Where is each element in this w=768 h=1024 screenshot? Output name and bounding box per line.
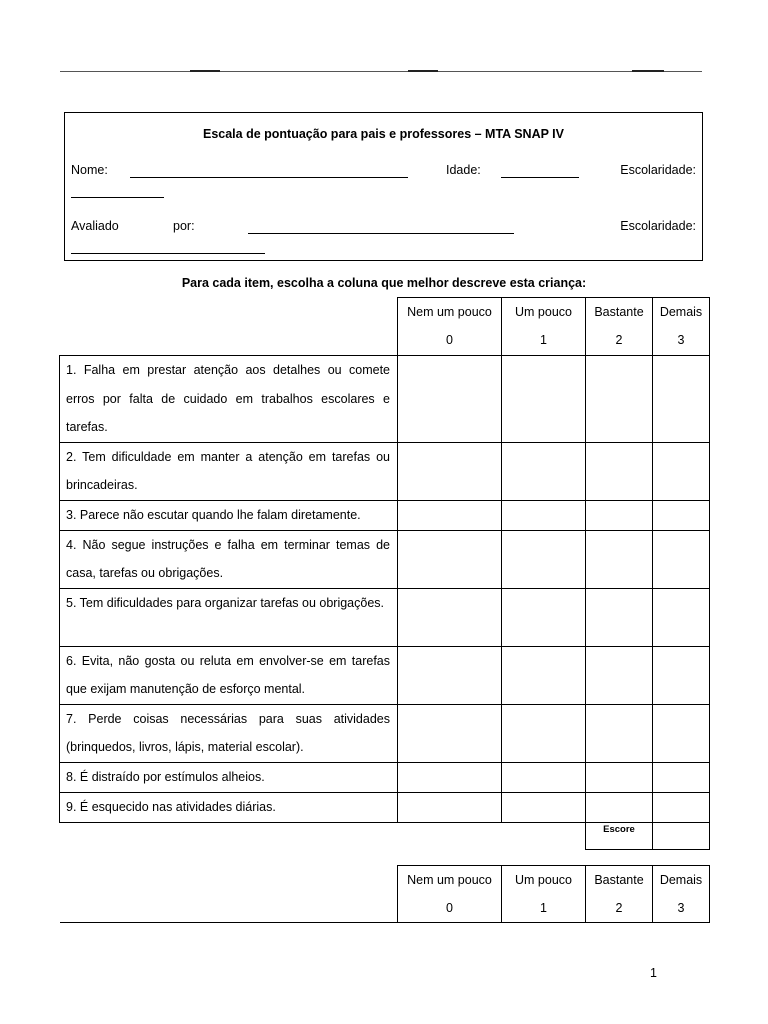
rating-cell[interactable] (586, 588, 653, 646)
col-header-nem-um-pouco (398, 298, 502, 356)
rating-table (59, 297, 710, 850)
rating-cell[interactable] (502, 442, 586, 500)
rule-dash (408, 70, 438, 72)
rating-cell[interactable] (586, 500, 653, 530)
rating-cell[interactable] (398, 500, 502, 530)
col-header-um-pouco (502, 298, 586, 356)
col-header-bastante (586, 298, 653, 356)
rating-cell[interactable] (502, 792, 586, 822)
col-value: 0 (446, 333, 453, 347)
item-text: 6. Evita, não gosta ou reluta em envolver-se em tarefas que exijam manutenção de esforço mental. (60, 646, 398, 704)
table-row (60, 762, 710, 792)
nome-field[interactable] (130, 177, 408, 178)
header-box (64, 112, 703, 261)
rule-dash (190, 70, 220, 72)
avaliado-por-field[interactable] (248, 233, 514, 234)
rating-cell[interactable] (586, 442, 653, 500)
table-row (60, 356, 710, 443)
escore-field[interactable] (653, 822, 710, 849)
item-text: 4. Não segue instruções e falha em terminar temas de casa, tarefas ou obrigações. (60, 530, 398, 588)
page-number: 1 (650, 966, 657, 980)
table-row (60, 646, 710, 704)
rating-cell[interactable] (398, 442, 502, 500)
column-header-row (398, 866, 710, 923)
rating-cell[interactable] (502, 646, 586, 704)
col-header-nem-um-pouco (398, 866, 502, 923)
col-value: 1 (540, 901, 547, 915)
instruction: Para cada item, escolha a coluna que melhor descreve esta criança: (181, 276, 587, 290)
item-text: 5. Tem dificuldades para organizar tarefas ou obrigações. (60, 588, 398, 646)
item-text: 7. Perde coisas necessárias para suas atividades (brinquedos, livros, lápis, material escolar). (60, 704, 398, 762)
table-row (60, 792, 710, 822)
col-label: Demais (659, 873, 703, 887)
table-row (60, 588, 710, 646)
item-text: 3. Parece não escutar quando lhe falam diretamente. (60, 500, 398, 530)
col-label: Nem um pouco (407, 305, 492, 319)
form-title: Escala de pontuação para pais e professores – MTA SNAP IV (202, 127, 564, 141)
escolaridade-label: Escolaridade: (620, 163, 696, 177)
rating-cell[interactable] (653, 588, 710, 646)
column-header-row (60, 298, 710, 356)
col-label: Bastante (594, 873, 644, 887)
rating-cell[interactable] (653, 646, 710, 704)
col-value: 1 (540, 333, 547, 347)
col-header-bastante (586, 866, 653, 923)
escolaridade2-label: Escolaridade: (620, 219, 696, 233)
table-row (60, 442, 710, 500)
col-header-demais (653, 298, 710, 356)
rating-cell[interactable] (398, 762, 502, 792)
col-label: Bastante (594, 305, 644, 319)
item-text: 8. É distraído por estímulos alheios. (60, 762, 398, 792)
empty-cell (398, 822, 502, 849)
item-text: 1. Falha em prestar atenção aos detalhes ou comete erros por falta de cuidado em trabalhos escolares e tarefas. (60, 356, 398, 443)
item-text: 2. Tem dificuldade em manter a atenção em tarefas ou brincadeiras. (60, 442, 398, 500)
avaliado-label: Avaliado (71, 219, 119, 233)
escore-row (60, 822, 710, 849)
col-value: 2 (615, 901, 623, 915)
rating-cell[interactable] (502, 704, 586, 762)
idade-label: Idade: (446, 163, 481, 177)
idade-field[interactable] (501, 177, 579, 178)
rating-cell[interactable] (502, 762, 586, 792)
col-label: Um pouco (515, 305, 572, 319)
rating-cell[interactable] (586, 792, 653, 822)
rating-cell[interactable] (586, 646, 653, 704)
rating-cell[interactable] (653, 530, 710, 588)
rating-cell[interactable] (586, 530, 653, 588)
escolaridade2-field[interactable] (71, 253, 265, 254)
col-header-demais (653, 866, 710, 923)
col-header-um-pouco (502, 866, 586, 923)
item-text: 9. É esquecido nas atividades diárias. (60, 792, 398, 822)
bottom-divider (60, 922, 709, 923)
corner-cell (60, 298, 398, 356)
rating-cell[interactable] (398, 356, 502, 443)
rating-cell[interactable] (502, 356, 586, 443)
col-value: 3 (677, 333, 685, 347)
rating-cell[interactable] (586, 762, 653, 792)
rating-table-2 (397, 865, 710, 923)
rating-cell[interactable] (586, 356, 653, 443)
rating-cell[interactable] (586, 704, 653, 762)
escolaridade-field[interactable] (71, 197, 164, 198)
col-label: Um pouco (515, 873, 572, 887)
rating-cell[interactable] (398, 704, 502, 762)
top-rule (60, 71, 702, 72)
rule-dash (632, 70, 664, 72)
rating-cell[interactable] (653, 704, 710, 762)
rating-cell[interactable] (653, 762, 710, 792)
escore-label: Escore (586, 822, 653, 849)
rating-cell[interactable] (502, 530, 586, 588)
rating-cell[interactable] (398, 530, 502, 588)
rating-cell[interactable] (502, 588, 586, 646)
col-label: Demais (659, 305, 703, 319)
col-label: Nem um pouco (407, 873, 492, 887)
table-row (60, 500, 710, 530)
col-value: 2 (615, 333, 623, 347)
empty-cell (502, 822, 586, 849)
table-row (60, 704, 710, 762)
rating-cell[interactable] (653, 442, 710, 500)
nome-label: Nome: (71, 163, 108, 177)
por-label: por: (173, 219, 195, 233)
table-row (60, 530, 710, 588)
rating-cell[interactable] (653, 792, 710, 822)
rating-cell[interactable] (398, 646, 502, 704)
rating-cell[interactable] (398, 588, 502, 646)
col-value: 3 (677, 901, 685, 915)
rating-cell[interactable] (653, 500, 710, 530)
empty-cell (60, 822, 398, 849)
rating-cell[interactable] (398, 792, 502, 822)
rating-cell[interactable] (653, 356, 710, 443)
col-value: 0 (446, 901, 453, 915)
rating-cell[interactable] (502, 500, 586, 530)
